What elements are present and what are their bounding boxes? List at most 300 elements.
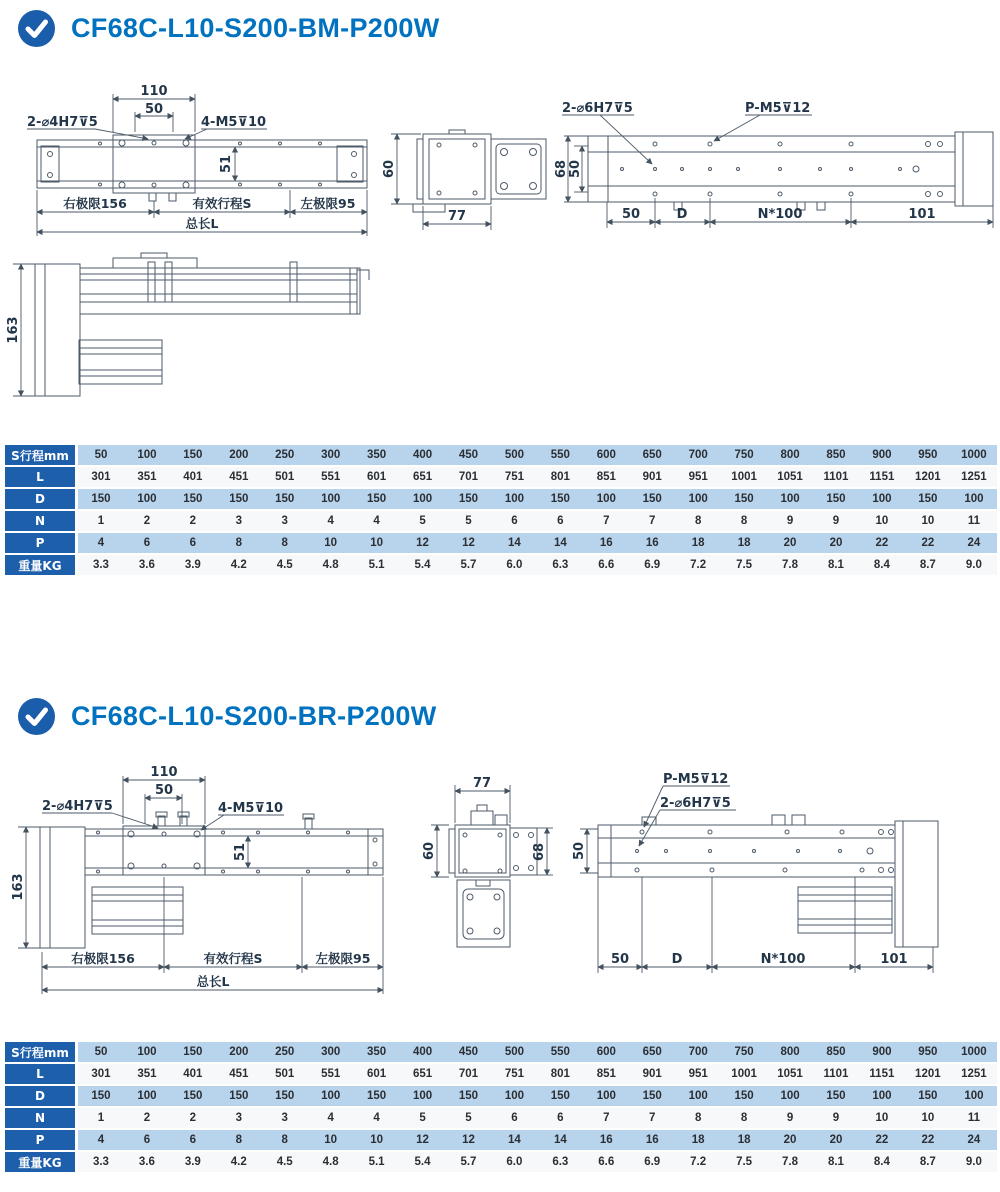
spec-cell: 4.2	[216, 1152, 262, 1174]
dim-seg-d: D	[671, 952, 683, 967]
spec-row-label: 重量KG	[5, 555, 78, 577]
spec-cell: 9	[767, 511, 813, 533]
spec-cell: 1	[78, 511, 124, 533]
spec-cell: 901	[629, 467, 675, 489]
spec-cell: 501	[262, 467, 308, 489]
spec-cell: 6.0	[491, 555, 537, 577]
spec-cell: 5	[400, 1108, 446, 1130]
dim-110: 110	[140, 84, 168, 99]
spec-cell: 8	[262, 533, 308, 555]
end-view-drawing-br	[422, 765, 590, 1005]
spec-cell: 5.4	[400, 555, 446, 577]
spec-cell: 6	[124, 533, 170, 555]
spec-cell: 100	[308, 489, 354, 511]
spec-cell: 100	[675, 489, 721, 511]
spec-cell: 100	[951, 489, 997, 511]
spec-cell: 1101	[813, 467, 859, 489]
spec-cell: 150	[216, 1086, 262, 1108]
dim-77: 77	[447, 209, 467, 224]
spec-cell: 651	[400, 1064, 446, 1086]
spec-cell: 6.6	[583, 1152, 629, 1174]
spec-cell: 351	[124, 467, 170, 489]
spec-cell: 801	[537, 467, 583, 489]
spec-cell: 3	[216, 511, 262, 533]
carriage-cross-section	[491, 139, 546, 199]
spec-cell: 1201	[905, 467, 951, 489]
spec-cell: 5.1	[354, 1152, 400, 1174]
spec-cell: 150	[813, 1086, 859, 1108]
spec-cell: 50	[78, 1042, 124, 1064]
spec-cell: 4.8	[308, 555, 354, 577]
spec-cell: 150	[721, 1086, 767, 1108]
dim-60: 60	[382, 159, 397, 179]
dim-right-limit: 右极限156	[63, 196, 127, 211]
spec-cell: 6	[170, 1130, 216, 1152]
end-dimension-lines	[391, 134, 491, 230]
dim-110: 110	[150, 765, 178, 780]
spec-cell: 100	[124, 1086, 170, 1108]
spec-cell: 3.6	[124, 555, 170, 577]
spec-cell: 650	[629, 1042, 675, 1064]
spec-cell: 7.2	[675, 1152, 721, 1174]
spec-cell: 300	[308, 1042, 354, 1064]
bottom-dimension-lines	[587, 786, 933, 973]
dim-51: 51	[233, 842, 248, 862]
spec-cell: 750	[721, 1042, 767, 1064]
spec-cell: 601	[354, 467, 400, 489]
spec-cell: 451	[216, 1064, 262, 1086]
spec-table-row	[5, 1086, 997, 1108]
spec-cell: 4.5	[262, 1152, 308, 1174]
spec-cell: 1000	[951, 445, 997, 467]
dim-60: 60	[422, 841, 437, 861]
spec-cell: 5.7	[446, 555, 492, 577]
dim-seg-n100: N*100	[760, 952, 806, 967]
spec-table-row	[5, 1108, 997, 1130]
spec-cell: 100	[675, 1086, 721, 1108]
spec-cell: 2	[124, 511, 170, 533]
spec-cell: 22	[859, 533, 905, 555]
section-header-bm	[18, 10, 440, 47]
page-title: CF68C-L10-S200-BR-P200W	[71, 701, 437, 731]
spec-cell: 1001	[721, 1064, 767, 1086]
spec-cell: 11	[951, 511, 997, 533]
spec-cell: 250	[262, 445, 308, 467]
spec-cell: 4	[308, 511, 354, 533]
spec-cell: 150	[170, 1042, 216, 1064]
spec-cell: 551	[308, 467, 354, 489]
spec-cell: 100	[491, 1086, 537, 1108]
spec-cell: 150	[354, 1086, 400, 1108]
spec-cell: 5	[446, 511, 492, 533]
spec-cell: 3	[262, 511, 308, 533]
spec-cell: 10	[905, 511, 951, 533]
spec-cell: 100	[491, 489, 537, 511]
spec-cell: 751	[491, 467, 537, 489]
spec-cell: 10	[354, 533, 400, 555]
spec-cell: 8	[675, 511, 721, 533]
spec-cell: 6.6	[583, 555, 629, 577]
spec-cell: 20	[767, 1130, 813, 1152]
spec-cell: 351	[124, 1064, 170, 1086]
spec-cell: 12	[446, 1130, 492, 1152]
spec-cell: 7	[583, 511, 629, 533]
spec-cell: 7.8	[767, 1152, 813, 1174]
spec-cell: 14	[537, 533, 583, 555]
spec-cell: 901	[629, 1064, 675, 1086]
dowel-hole-label: 2-⌀6H7⊽5	[562, 101, 633, 116]
checkmark-circle-icon	[18, 698, 55, 735]
spec-cell: 5	[446, 1108, 492, 1130]
spec-cell: 8	[216, 533, 262, 555]
spec-cell: 8.4	[859, 555, 905, 577]
spec-cell: 10	[859, 511, 905, 533]
spec-cell: 650	[629, 445, 675, 467]
spec-cell: 6	[537, 511, 583, 533]
spec-cell: 100	[583, 489, 629, 511]
dim-stroke: 有效行程S	[203, 951, 263, 966]
spec-cell: 16	[583, 1130, 629, 1152]
spec-row-label: S行程mm	[5, 1042, 78, 1064]
spec-cell: 5.1	[354, 555, 400, 577]
spec-cell: 401	[170, 467, 216, 489]
front-view-drawing-br	[8, 762, 420, 1012]
spec-cell: 8	[262, 1130, 308, 1152]
spec-cell: 500	[491, 445, 537, 467]
spec-cell: 4.2	[216, 555, 262, 577]
spec-cell: 150	[170, 489, 216, 511]
spec-cell: 150	[446, 489, 492, 511]
spec-row-label: P	[5, 533, 78, 555]
spec-cell: 18	[675, 1130, 721, 1152]
spec-cell: 12	[400, 1130, 446, 1152]
carriage-plate	[123, 812, 205, 875]
spec-cell: 50	[78, 445, 124, 467]
spec-table-row	[5, 1042, 997, 1064]
spec-cell: 3	[216, 1108, 262, 1130]
spec-cell: 7.2	[675, 555, 721, 577]
dowel-hole-label: 2-⌀4H7⊽5	[27, 115, 98, 130]
spec-cell: 150	[170, 1086, 216, 1108]
spec-cell: 2	[170, 511, 216, 533]
spec-cell: 8	[675, 1108, 721, 1130]
spec-cell: 8.7	[905, 555, 951, 577]
dowel-hole-label: 2-⌀4H7⊽5	[42, 799, 113, 814]
spec-cell: 150	[629, 1086, 675, 1108]
spec-cell: 4	[78, 1130, 124, 1152]
spec-table-row	[5, 511, 997, 533]
spec-cell: 450	[446, 445, 492, 467]
spec-cell: 150	[354, 489, 400, 511]
spec-cell: 1101	[813, 1064, 859, 1086]
side-view-drawing-bm	[5, 252, 395, 410]
spec-cell: 550	[537, 1042, 583, 1064]
spec-cell: 7	[583, 1108, 629, 1130]
dim-163: 163	[6, 316, 21, 344]
spec-cell: 5	[400, 511, 446, 533]
dowel-hole-label: 2-⌀6H7⊽5	[660, 796, 731, 811]
spec-cell: 150	[905, 1086, 951, 1108]
dim-total-length: 总长L	[196, 974, 230, 989]
spec-cell: 22	[905, 1130, 951, 1152]
dim-seg-50: 50	[610, 952, 630, 967]
spec-table-br	[5, 1042, 997, 1174]
spec-cell: 100	[859, 1086, 905, 1108]
spec-cell: 800	[767, 445, 813, 467]
spec-cell: 8	[721, 511, 767, 533]
spec-row-label: S行程mm	[5, 445, 78, 467]
spec-cell: 301	[78, 467, 124, 489]
spec-row-label: P	[5, 1130, 78, 1152]
dim-50: 50	[144, 102, 164, 117]
spec-cell: 250	[262, 1042, 308, 1064]
spec-cell: 950	[905, 445, 951, 467]
spec-table-row	[5, 1064, 997, 1086]
spec-row-label: L	[5, 1064, 78, 1086]
spec-cell: 6	[491, 511, 537, 533]
spec-cell: 300	[308, 445, 354, 467]
spec-cell: 701	[446, 1064, 492, 1086]
end-view-drawing-bm	[383, 106, 553, 238]
spec-cell: 7	[629, 1108, 675, 1130]
spec-cell: 1	[78, 1108, 124, 1130]
spec-cell: 3.9	[170, 1152, 216, 1174]
spec-cell: 900	[859, 1042, 905, 1064]
spec-cell: 150	[262, 489, 308, 511]
dim-seg-101: 101	[880, 952, 908, 967]
spec-cell: 1051	[767, 1064, 813, 1086]
checkmark-circle-icon	[18, 10, 55, 47]
spec-cell: 301	[78, 1064, 124, 1086]
spec-cell: 5.4	[400, 1152, 446, 1174]
spec-cell: 200	[216, 1042, 262, 1064]
spec-cell: 551	[308, 1064, 354, 1086]
spec-table-row	[5, 1130, 997, 1152]
spec-cell: 350	[354, 1042, 400, 1064]
rail-cross-section	[413, 130, 491, 212]
dim-68: 68	[532, 842, 547, 862]
spec-cell: 14	[537, 1130, 583, 1152]
spec-cell: 600	[583, 445, 629, 467]
dim-50-height: 50	[568, 159, 583, 179]
spec-cell: 150	[629, 489, 675, 511]
spec-cell: 8.1	[813, 555, 859, 577]
spec-cell: 850	[813, 1042, 859, 1064]
spec-cell: 6	[491, 1108, 537, 1130]
dim-seg-d: D	[676, 207, 688, 222]
spec-cell: 16	[583, 533, 629, 555]
spec-cell: 14	[491, 533, 537, 555]
dim-50-height: 50	[572, 841, 587, 861]
spec-table-row	[5, 533, 997, 555]
spec-cell: 20	[813, 1130, 859, 1152]
spec-cell: 701	[446, 467, 492, 489]
spec-cell: 9.0	[951, 555, 997, 577]
spec-cell: 800	[767, 1042, 813, 1064]
spec-cell: 24	[951, 1130, 997, 1152]
spec-cell: 18	[721, 1130, 767, 1152]
spec-cell: 10	[905, 1108, 951, 1130]
spec-cell: 100	[767, 1086, 813, 1108]
spec-cell: 851	[583, 467, 629, 489]
spec-cell: 8	[216, 1130, 262, 1152]
dim-77: 77	[472, 776, 492, 791]
dim-163: 163	[11, 873, 26, 901]
spec-cell: 4	[354, 1108, 400, 1130]
spec-cell: 601	[354, 1064, 400, 1086]
spec-cell: 24	[951, 533, 997, 555]
spec-cell: 1001	[721, 467, 767, 489]
spec-cell: 9	[813, 1108, 859, 1130]
spec-table-row	[5, 445, 997, 467]
dim-seg-50: 50	[621, 207, 641, 222]
spec-cell: 150	[78, 1086, 124, 1108]
spec-cell: 500	[491, 1042, 537, 1064]
spec-cell: 16	[629, 533, 675, 555]
spec-cell: 451	[216, 467, 262, 489]
spec-cell: 200	[216, 445, 262, 467]
spec-cell: 400	[400, 445, 446, 467]
spec-cell: 150	[537, 489, 583, 511]
spec-cell: 750	[721, 445, 767, 467]
spec-table-row	[5, 489, 997, 511]
spec-cell: 100	[951, 1086, 997, 1108]
spec-cell: 9.0	[951, 1152, 997, 1174]
spec-cell: 3.9	[170, 555, 216, 577]
spec-cell: 3	[262, 1108, 308, 1130]
spec-cell: 751	[491, 1064, 537, 1086]
mount-screw-label: P-M5⊽12	[663, 772, 729, 787]
mount-screw-label: 4-M5⊽10	[201, 115, 267, 130]
mount-screw-label: 4-M5⊽10	[218, 801, 284, 816]
spec-cell: 8.7	[905, 1152, 951, 1174]
spec-cell: 801	[537, 1064, 583, 1086]
spec-cell: 700	[675, 445, 721, 467]
spec-cell: 6	[170, 533, 216, 555]
spec-cell: 150	[216, 489, 262, 511]
dim-50: 50	[154, 783, 174, 798]
spec-cell: 700	[675, 1042, 721, 1064]
spec-cell: 150	[721, 489, 767, 511]
spec-cell: 2	[170, 1108, 216, 1130]
dim-68: 68	[554, 159, 569, 179]
spec-cell: 6.9	[629, 1152, 675, 1174]
spec-cell: 22	[905, 533, 951, 555]
spec-cell: 1051	[767, 467, 813, 489]
spec-cell: 12	[400, 533, 446, 555]
spec-cell: 10	[308, 533, 354, 555]
spec-cell: 18	[675, 533, 721, 555]
spec-cell: 9	[767, 1108, 813, 1130]
spec-cell: 6.0	[491, 1152, 537, 1174]
section-header-br	[18, 698, 437, 735]
spec-cell: 6.3	[537, 1152, 583, 1174]
spec-cell: 150	[537, 1086, 583, 1108]
spec-cell: 8	[721, 1108, 767, 1130]
spec-cell: 350	[354, 445, 400, 467]
dim-left-limit: 左极限95	[300, 196, 356, 211]
spec-cell: 1201	[905, 1064, 951, 1086]
spec-cell: 100	[767, 489, 813, 511]
spec-cell: 450	[446, 1042, 492, 1064]
spec-cell: 8.1	[813, 1152, 859, 1174]
spec-cell: 10	[308, 1130, 354, 1152]
spec-cell: 10	[354, 1130, 400, 1152]
spec-cell: 18	[721, 533, 767, 555]
spec-cell: 4	[78, 533, 124, 555]
spec-cell: 150	[78, 489, 124, 511]
spec-cell: 1151	[859, 1064, 905, 1086]
spec-row-label: N	[5, 511, 78, 533]
dim-51: 51	[219, 154, 234, 174]
spec-cell: 4.8	[308, 1152, 354, 1174]
spec-row-label: D	[5, 489, 78, 511]
spec-row-label: 重量KG	[5, 1152, 78, 1174]
rail-body	[37, 140, 367, 188]
rail-bottom-body	[588, 132, 993, 210]
spec-cell: 950	[905, 1042, 951, 1064]
dim-stroke: 有效行程S	[192, 196, 252, 211]
spec-cell: 100	[400, 489, 446, 511]
spec-cell: 150	[262, 1086, 308, 1108]
dim-total-length: 总长L	[185, 216, 219, 231]
spec-cell: 5.7	[446, 1152, 492, 1174]
spec-cell: 100	[859, 489, 905, 511]
spec-cell: 951	[675, 1064, 721, 1086]
spec-cell: 4	[308, 1108, 354, 1130]
spec-row-label: D	[5, 1086, 78, 1108]
spec-cell: 1251	[951, 467, 997, 489]
dim-right-limit: 右极限156	[71, 951, 135, 966]
spec-cell: 22	[859, 1130, 905, 1152]
spec-cell: 100	[124, 489, 170, 511]
spec-cell: 6	[537, 1108, 583, 1130]
spec-cell: 1251	[951, 1064, 997, 1086]
spec-table-row	[5, 467, 997, 489]
mount-screw-label: P-M5⊽12	[745, 101, 811, 116]
bottom-view-drawing-br	[572, 765, 1000, 1005]
spec-cell: 1000	[951, 1042, 997, 1064]
spec-cell: 9	[813, 511, 859, 533]
carriage-plate	[113, 135, 195, 201]
spec-table-row	[5, 1152, 997, 1174]
motor-block	[798, 887, 892, 933]
spec-cell: 7	[629, 511, 675, 533]
spec-cell: 100	[400, 1086, 446, 1108]
spec-cell: 3.3	[78, 1152, 124, 1174]
spec-cell: 12	[446, 533, 492, 555]
spec-cell: 16	[629, 1130, 675, 1152]
spec-cell: 150	[170, 445, 216, 467]
spec-cell: 100	[124, 1042, 170, 1064]
spec-cell: 10	[859, 1108, 905, 1130]
spec-cell: 7.5	[721, 1152, 767, 1174]
spec-cell: 3.3	[78, 555, 124, 577]
spec-cell: 20	[767, 533, 813, 555]
spec-cell: 400	[400, 1042, 446, 1064]
page-title: CF68C-L10-S200-BM-P200W	[71, 13, 440, 43]
rail-cross-section	[449, 805, 510, 877]
spec-cell: 2	[124, 1108, 170, 1130]
spec-cell: 4.5	[262, 555, 308, 577]
spec-cell: 501	[262, 1064, 308, 1086]
spec-cell: 11	[951, 1108, 997, 1130]
spec-cell: 851	[583, 1064, 629, 1086]
dim-left-limit: 左极限95	[315, 951, 371, 966]
spec-cell: 6.3	[537, 555, 583, 577]
dim-seg-n100: N*100	[757, 207, 803, 222]
spec-cell: 150	[905, 489, 951, 511]
